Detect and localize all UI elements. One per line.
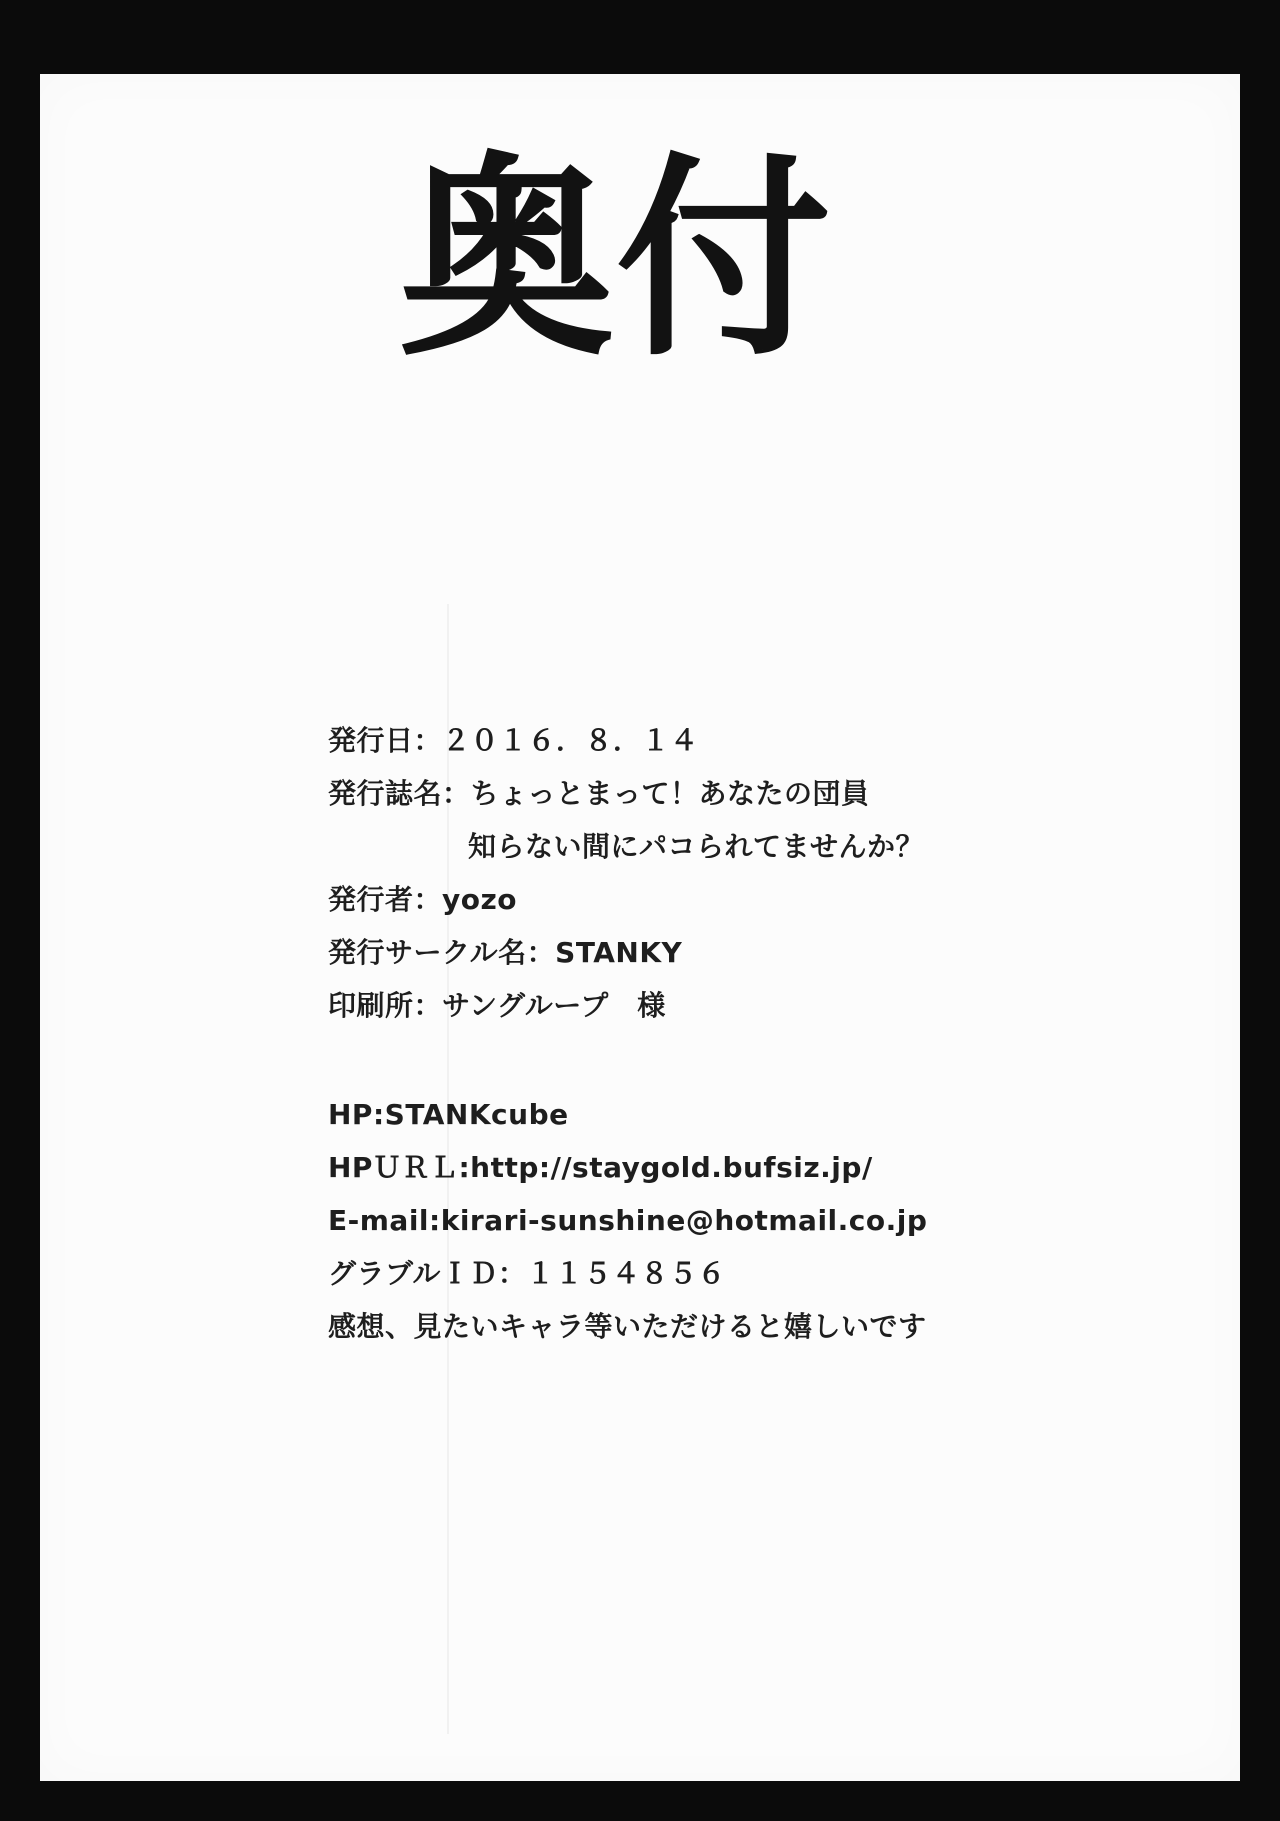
- circle-name-line: 発行サークル名：STANKY: [328, 936, 683, 969]
- publisher-line: 発行者：yozo: [328, 883, 518, 916]
- page-title: 奥付: [399, 134, 833, 385]
- scanned-page: [40, 74, 1240, 1781]
- homepage-url-line: HPＵＲＬ:http://staygold.bufsiz.jp/: [328, 1151, 873, 1184]
- publication-title-line-1: 発行誌名：ちょっとまって！あなたの団員: [328, 777, 870, 810]
- homepage-line: HP:STANKcube: [328, 1098, 569, 1131]
- feedback-note-line: 感想、見たいキャラ等いただけると嬉しいです: [328, 1310, 927, 1343]
- printer-line: 印刷所：サングループ 様: [328, 989, 666, 1022]
- granblue-id-line: グラブルＩＤ：１１５４８５６: [328, 1257, 726, 1290]
- colophon-block: [328, 714, 1188, 1353]
- publication-title-line-2: 知らない間にパコられてませんか？: [468, 830, 925, 863]
- publish-date-line: 発行日：２０１６．８．１４: [328, 724, 699, 757]
- email-line: E-mail:kirari-sunshine@hotmail.co.jp: [328, 1204, 928, 1237]
